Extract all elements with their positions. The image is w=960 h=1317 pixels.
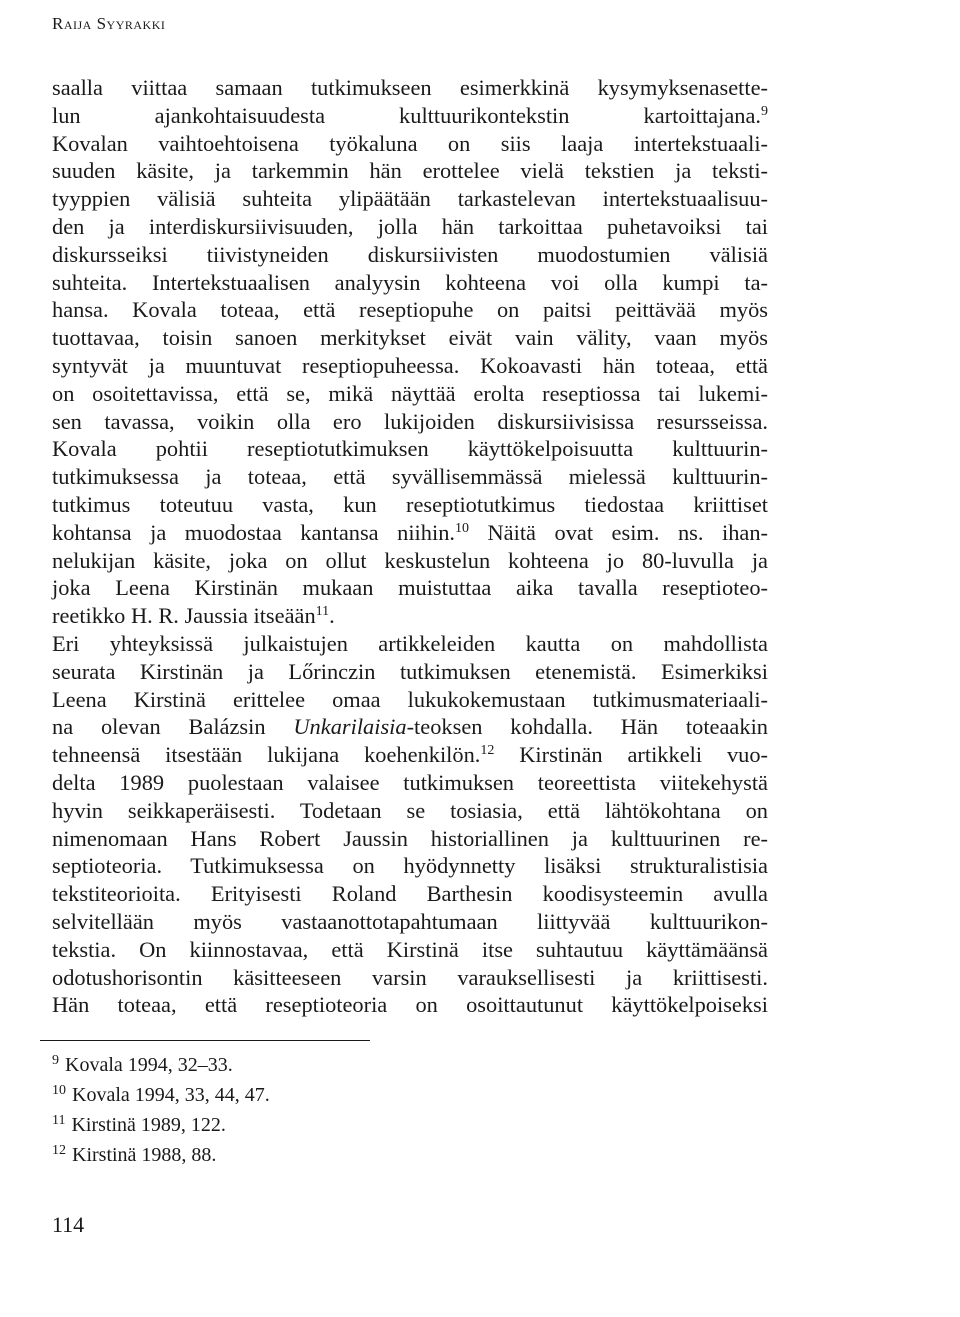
running-head: Raija Syyrakki: [52, 14, 166, 33]
text-line: hyvin seikkaperäisesti. Todetaan se tosiasia, että lähtökohtana on: [52, 797, 768, 823]
body-text: [52, 74, 768, 1019]
page-number: 114: [52, 1212, 85, 1237]
text-fragment: -teoksen kohdalla. Hän toteaakin: [406, 714, 768, 740]
footnote-10: [52, 1080, 270, 1110]
footnote-text: Kirstinä 1989, 122.: [71, 1114, 226, 1136]
text-line: odotushorisontin käsitteeseen varsin varauksellisesti ja kriittisesti.: [52, 964, 768, 990]
text-line: selvitellään myös vastaanottotapahtumaan liittyvää kulttuurikon-: [52, 908, 768, 934]
text-line: [52, 602, 768, 630]
text-fragment: na olevan Balázsin: [52, 714, 294, 740]
text-line: nelukijan käsite, joka on ollut keskustelun kohteena jo 80-luvulla ja: [52, 547, 768, 573]
text-line: hansa. Kovala toteaa, että reseptiopuhe on paitsi peittävää myös: [52, 297, 768, 323]
text-line: [52, 102, 768, 130]
text-line: [52, 519, 768, 547]
text-line: tekstiteorioita. Erityisesti Roland Barthesin koodisysteemin avulla: [52, 881, 768, 907]
footnote-ref-12[interactable]: 12: [480, 743, 495, 759]
text-line: tuottavaa, toisin sanoen merkitykset eivät vain välity, vaan myös: [52, 325, 768, 351]
text-fragment: tehneensä itsestään lukijana koehenkilön.: [52, 742, 481, 768]
text-line: Kovalan vaihtoehtoisena työkaluna on siis laaja intertekstuaali-: [52, 130, 768, 156]
text-line: delta 1989 puolestaan valaisee tutkimuksen teoreettista viitekehystä: [52, 769, 768, 795]
text-line: tekstia. On kiinnostavaa, että Kirstinä itse suhtautuu käyttämäänsä: [52, 936, 768, 962]
footnote-number: 12: [52, 1143, 66, 1158]
text-line: seurata Kirstinän ja Lőrinczin tutkimuksen etenemistä. Esimerkiksi: [52, 658, 768, 684]
footnote-12: [52, 1140, 270, 1170]
text-line: saalla viittaa samaan tutkimukseen esimerkkinä kysymyksenasette-: [52, 75, 768, 100]
text-fragment: kohtansa ja muodostaa kantansa niihin.: [52, 519, 455, 545]
text-line: syntyvät ja muuntuvat reseptiopuheessa. Kokoavasti hän toteaa, että: [52, 352, 768, 378]
text-fragment: .: [329, 603, 335, 629]
footnote-9: [52, 1050, 270, 1080]
text-fragment: Näitä ovat esim. ns. ihan-: [487, 519, 768, 545]
footnote-11: [52, 1110, 270, 1140]
footnote-number: 11: [52, 1113, 66, 1128]
text-line: sen tavassa, voikin olla ero lukijoiden diskursiivisissa resursseissa.: [52, 408, 768, 434]
book-title: Unkarilaisia: [293, 714, 407, 740]
text-fragment: lun ajankohtaisuudesta kulttuurikontekstin kartoittajana.: [52, 102, 761, 128]
text-line: suhteita. Intertekstuaalisen analyysin kohteena voi olla kumpi ta-: [52, 269, 768, 295]
footnote-ref-10[interactable]: 10: [454, 520, 469, 536]
text-line: den ja interdiskursiivisuuden, jolla hän tarkoittaa puhetavoiksi tai: [52, 213, 768, 239]
text-line: Kovala pohtii reseptiotutkimuksen käyttökelpoisuutta kulttuurin-: [52, 436, 768, 462]
text-fragment: reetikko H. R. Jaussia itseään: [52, 603, 316, 629]
footnote-text: Kovala 1994, 32–33.: [65, 1054, 233, 1076]
footnote-ref-11[interactable]: 11: [315, 604, 330, 620]
text-line: Leena Kirstinä erittelee omaa lukukokemustaan tutkimusmateriaali-: [52, 686, 768, 712]
text-line: [52, 713, 768, 741]
text-line: suuden käsite, ja tarkemmin hän erottelee vielä tekstien ja teksti-: [52, 158, 768, 184]
footnote-ref-9[interactable]: 9: [761, 103, 768, 119]
footnote-text: Kirstinä 1988, 88.: [72, 1144, 217, 1166]
text-line: diskursseiksi tiivistyneiden diskursiivisten muodostumien välisiä: [52, 241, 768, 267]
text-fragment: Kirstinän artikkeli vuo-: [519, 742, 768, 768]
text-line: joka Leena Kirstinän mukaan muistuttaa aika tavalla reseptioteo-: [52, 575, 768, 601]
text-line: tyyppien välisiä suhteita ylipäätään tarkastelevan intertekstuaalisuu-: [52, 186, 768, 212]
text-line: Eri yhteyksissä julkaistujen artikkeleiden kautta on mahdollista: [52, 630, 768, 656]
text-line: [52, 741, 768, 769]
footnotes: [52, 1050, 270, 1170]
footnote-text: Kovala 1994, 33, 44, 47.: [72, 1084, 270, 1106]
text-line: Hän toteaa, että reseptioteoria on osoittautunut käyttökelpoiseksi: [52, 992, 768, 1018]
footnote-number: 9: [52, 1053, 59, 1068]
text-line: tutkimus toteutuu vasta, kun reseptiotutkimus tiedostaa kriittiset: [52, 491, 768, 517]
text-line: on osoitettavissa, että se, mikä näyttää erolta reseptiossa tai lukemi-: [52, 380, 768, 406]
text-line: nimenomaan Hans Robert Jaussin historiallinen ja kulttuurinen re-: [52, 825, 768, 851]
text-line: septioteoria. Tutkimuksessa on hyödynnetty lisäksi strukturalistisia: [52, 853, 768, 879]
text-line: tutkimuksessa ja toteaa, että syvällisemmässä mielessä kulttuurin-: [52, 464, 768, 490]
footnote-divider: [40, 1040, 370, 1041]
footnote-number: 10: [52, 1083, 66, 1098]
